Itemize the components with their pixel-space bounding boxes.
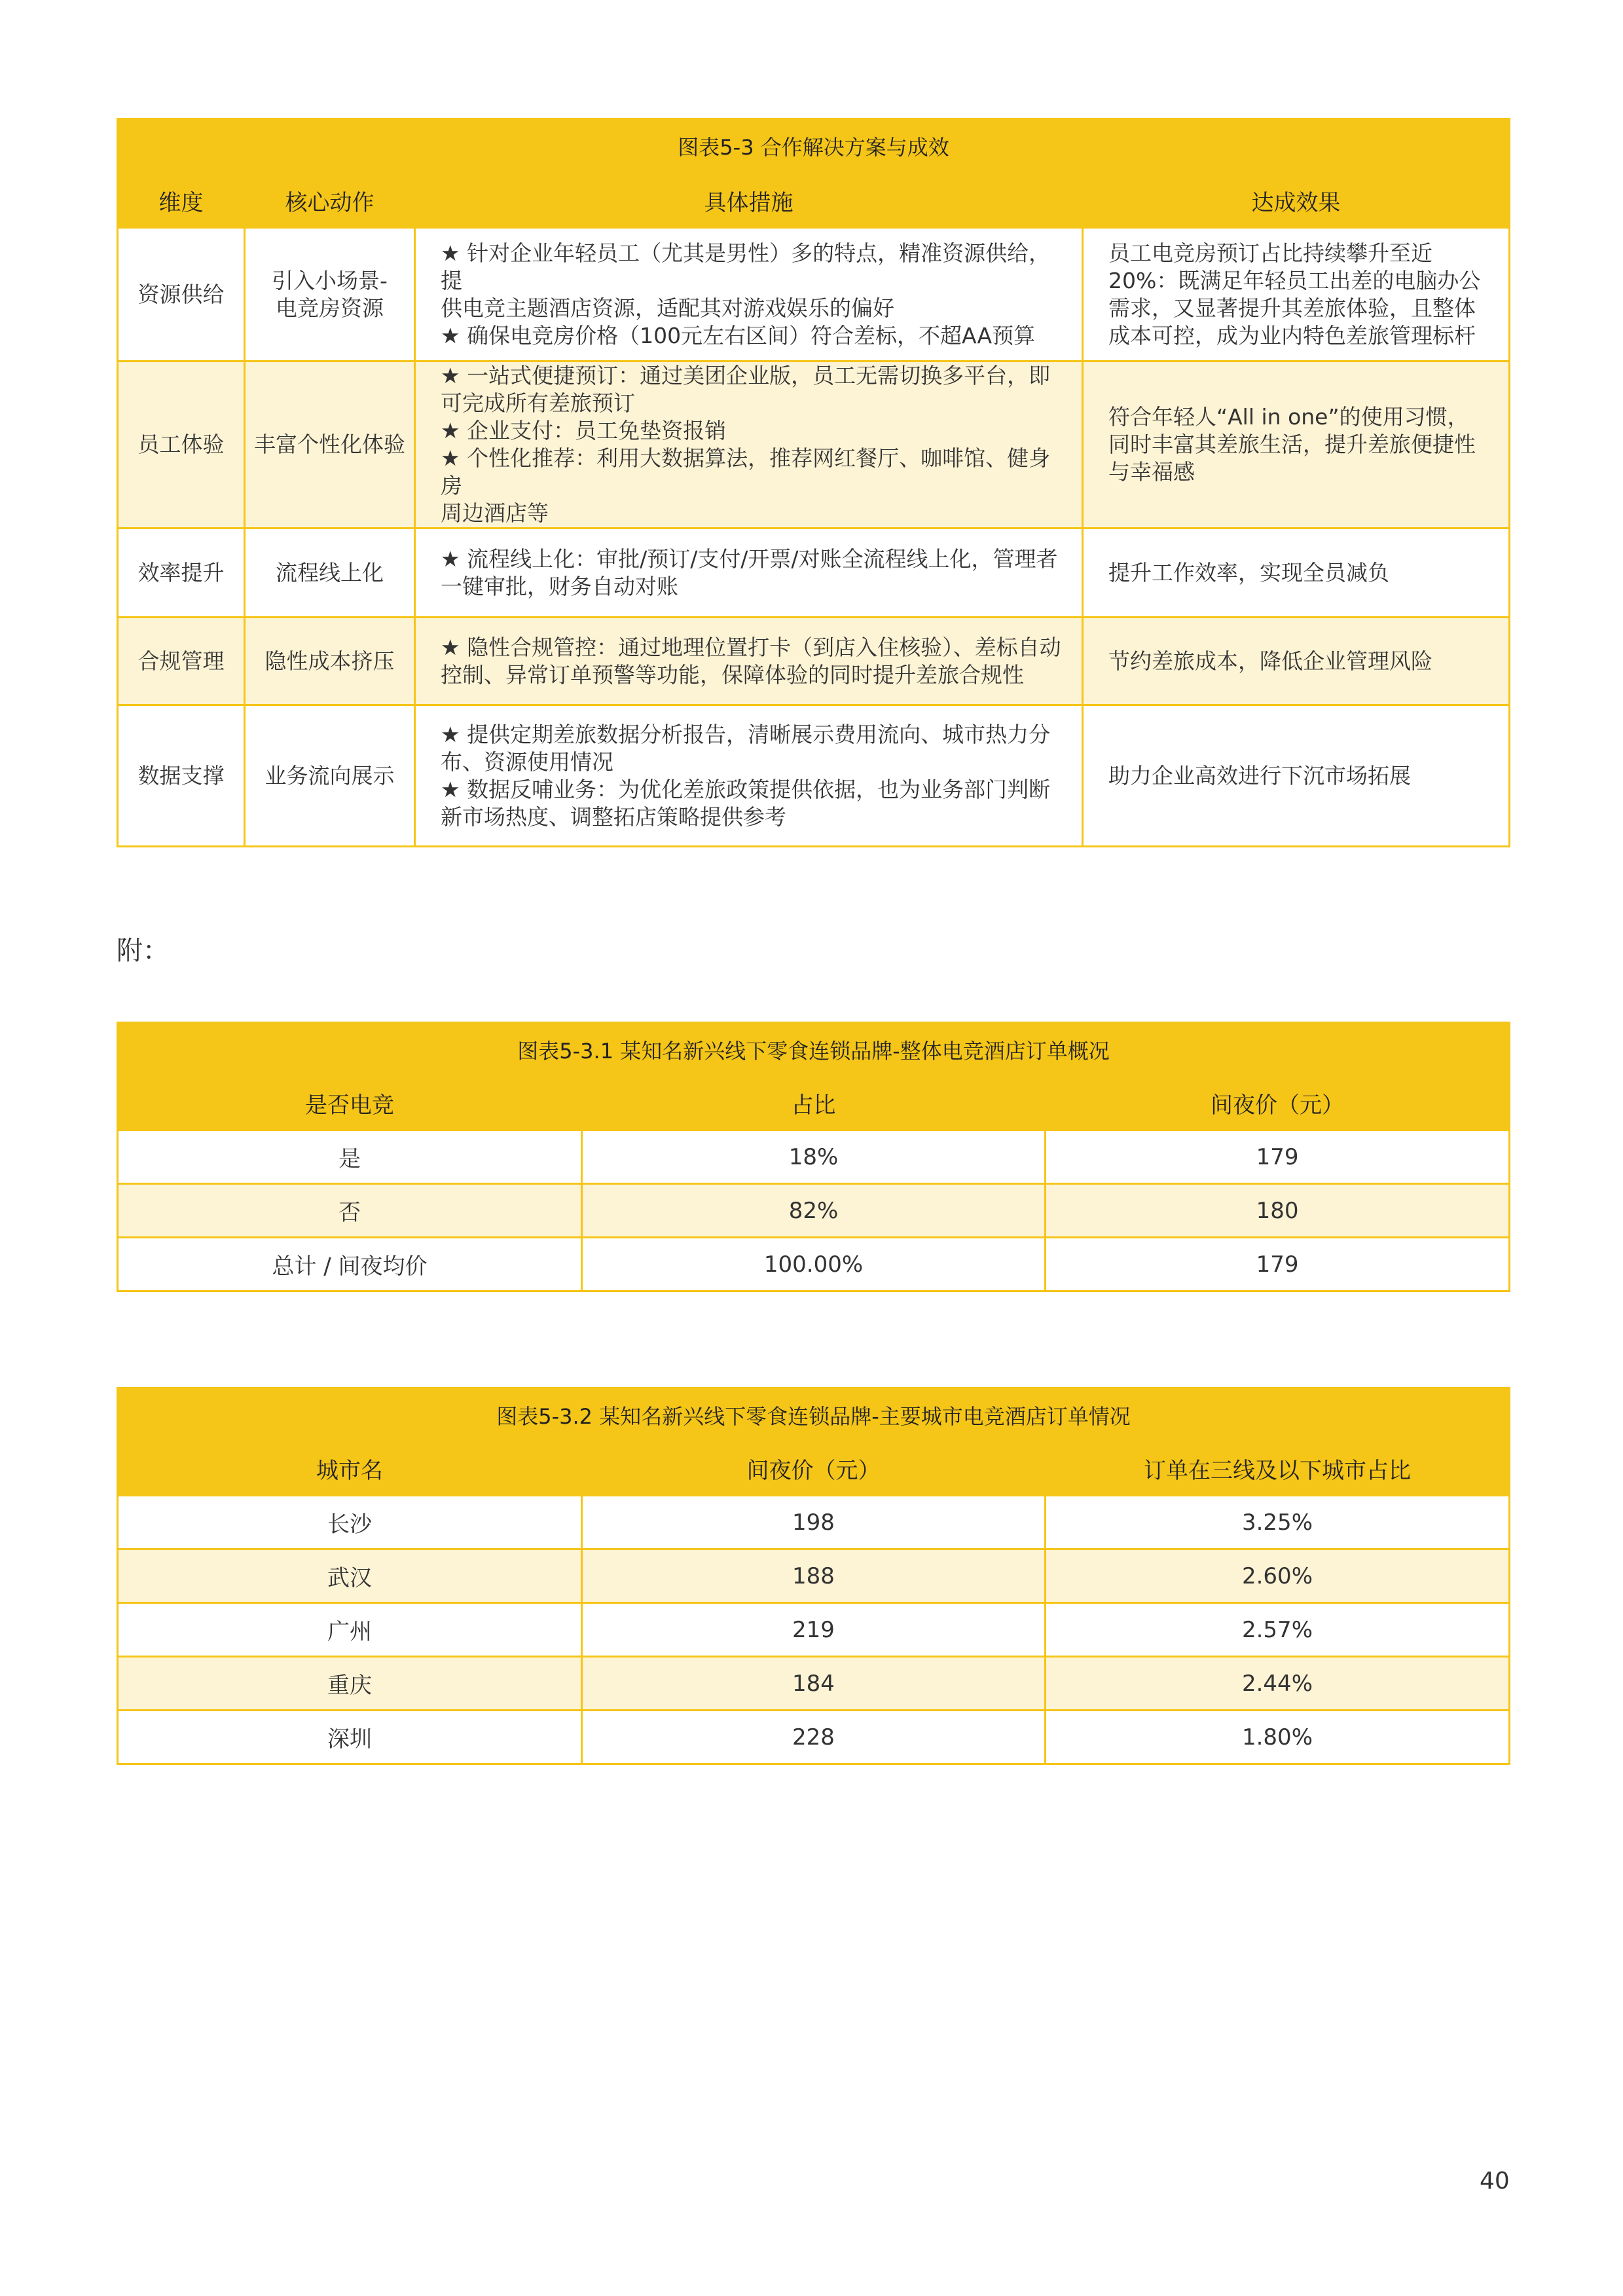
table-row xyxy=(118,361,1510,528)
effect-line: 节约差旅成本，降低企业管理风险 xyxy=(1108,648,1432,674)
table-cell: 179 xyxy=(1046,1130,1510,1184)
page-number: 40 xyxy=(1480,2168,1510,2194)
header-effect: 达成效果 xyxy=(1083,174,1510,228)
action-cell xyxy=(245,528,415,618)
header-night-price: 间夜价（元） xyxy=(582,1442,1046,1496)
action-cell xyxy=(245,361,415,528)
header-is-esports: 是否电竞 xyxy=(118,1077,582,1130)
city-orders-table xyxy=(117,1387,1510,1765)
action-line: 业务流向展示 xyxy=(264,762,395,788)
header-dimension: 维度 xyxy=(118,174,245,228)
header-night-price: 间夜价（元） xyxy=(1046,1077,1510,1130)
table-cell: 2.60% xyxy=(1046,1549,1510,1603)
measure-line: ★ 流程线上化：审批/预订/支付/开票/对账全流程线上化，管理者 xyxy=(441,546,1058,572)
table-cell: 198 xyxy=(582,1496,1046,1549)
table-cell: 武汉 xyxy=(118,1549,582,1603)
measure-cell xyxy=(415,228,1083,361)
effect-line: 与幸福感 xyxy=(1108,459,1195,485)
measure-line: ★ 个性化推荐：利用大数据算法，推荐网红餐厅、咖啡馆、健身房 xyxy=(441,445,1051,498)
table-caption: 图表5-3.1 某知名新兴线下零食连锁品牌-整体电竞酒店订单概况 xyxy=(118,1023,1510,1077)
header-core-action: 核心动作 xyxy=(245,174,415,228)
table-row xyxy=(118,1603,1510,1657)
action-line: 电竞房资源 xyxy=(276,295,384,321)
table-cell: 100.00% xyxy=(582,1238,1046,1291)
measure-line: 布、资源使用情况 xyxy=(441,749,613,775)
header-measures: 具体措施 xyxy=(415,174,1083,228)
table-cell: 总计 / 间夜均价 xyxy=(118,1238,582,1291)
action-cell xyxy=(245,618,415,705)
table-row xyxy=(118,1496,1510,1549)
table-cell: 重庆 xyxy=(118,1657,582,1711)
overall-orders-table xyxy=(117,1022,1510,1292)
effect-line: 提升工作效率，实现全员减负 xyxy=(1108,559,1389,585)
table-row xyxy=(118,228,1510,361)
measure-line: ★ 隐性合规管控：通过地理位置打卡（到店入住核验）、差标自动 xyxy=(441,634,1061,660)
table-cell: 2.44% xyxy=(1046,1657,1510,1711)
header-share: 占比 xyxy=(582,1077,1046,1130)
action-cell xyxy=(245,228,415,361)
table-cell: 深圳 xyxy=(118,1711,582,1764)
table-row xyxy=(118,1130,1510,1184)
effect-line: 员工电竞房预订占比持续攀升至近 xyxy=(1108,240,1432,266)
table-caption: 图表5-3.2 某知名新兴线下零食连锁品牌-主要城市电竞酒店订单情况 xyxy=(118,1388,1510,1442)
measure-line: ★ 提供定期差旅数据分析报告，清晰展示费用流向、城市热力分 xyxy=(441,721,1051,747)
table-cell: 3.25% xyxy=(1046,1496,1510,1549)
dimension-cell: 效率提升 xyxy=(118,528,245,618)
table-row xyxy=(118,1184,1510,1238)
dimension-cell: 合规管理 xyxy=(118,618,245,705)
effect-line: 20%：既满足年轻员工出差的电脑办公 xyxy=(1108,267,1481,293)
table-caption: 图表5-3 合作解决方案与成效 xyxy=(118,119,1510,174)
measure-line: ★ 针对企业年轻员工（尤其是男性）多的特点，精准资源供给，提 xyxy=(441,240,1051,293)
effect-cell xyxy=(1083,618,1510,705)
effect-line: 符合年轻人“All in one”的使用习惯， xyxy=(1108,404,1469,430)
measure-cell xyxy=(415,705,1083,847)
table-cell: 1.80% xyxy=(1046,1711,1510,1764)
table-row xyxy=(118,1238,1510,1291)
table-cell: 228 xyxy=(582,1711,1046,1764)
measure-line: 可完成所有差旅预订 xyxy=(441,390,635,416)
effect-line: 需求，又显著提升其差旅体验，且整体 xyxy=(1108,295,1476,321)
effect-cell xyxy=(1083,228,1510,361)
action-cell xyxy=(245,705,415,847)
table-row xyxy=(118,705,1510,847)
table-row xyxy=(118,1711,1510,1764)
measure-line: ★ 企业支付：员工免垫资报销 xyxy=(441,418,727,443)
measure-cell xyxy=(415,618,1083,705)
effect-line: 助力企业高效进行下沉市场拓展 xyxy=(1108,762,1411,788)
effect-line: 同时丰富其差旅生活，提升差旅便捷性 xyxy=(1108,432,1476,457)
table-row xyxy=(118,1549,1510,1603)
measure-line: 新市场热度、调整拓店策略提供参考 xyxy=(441,804,786,830)
measure-line: 一键审批，财务自动对账 xyxy=(441,573,678,599)
solutions-table xyxy=(117,118,1510,847)
dimension-cell: 数据支撑 xyxy=(118,705,245,847)
table-cell: 219 xyxy=(582,1603,1046,1657)
table-cell: 长沙 xyxy=(118,1496,582,1549)
measure-line: 周边酒店等 xyxy=(441,500,549,526)
measure-line: ★ 数据反哺业务：为优化差旅政策提供依据，也为业务部门判断 xyxy=(441,776,1051,802)
header-lower-tier-share: 订单在三线及以下城市占比 xyxy=(1046,1442,1510,1496)
appendix-label: 附： xyxy=(117,936,169,966)
measure-line: ★ 一站式便捷预订：通过美团企业版，员工无需切换多平台，即 xyxy=(441,363,1051,388)
table-cell: 2.57% xyxy=(1046,1603,1510,1657)
table-row xyxy=(118,618,1510,705)
table-cell: 是 xyxy=(118,1130,582,1184)
measure-cell xyxy=(415,528,1083,618)
action-line: 流程线上化 xyxy=(276,559,384,585)
table-row xyxy=(118,528,1510,618)
table-cell: 179 xyxy=(1046,1238,1510,1291)
table-cell: 18% xyxy=(582,1130,1046,1184)
table-row xyxy=(118,1657,1510,1711)
dimension-cell: 员工体验 xyxy=(118,361,245,528)
table-cell: 否 xyxy=(118,1184,582,1238)
table-cell: 180 xyxy=(1046,1184,1510,1238)
measure-cell xyxy=(415,361,1083,528)
table-cell: 广州 xyxy=(118,1603,582,1657)
action-line: 丰富个性化体验 xyxy=(254,432,405,457)
measure-line: 控制、异常订单预警等功能，保障体验的同时提升差旅合规性 xyxy=(441,661,1024,688)
effect-cell xyxy=(1083,361,1510,528)
action-line: 隐性成本挤压 xyxy=(264,648,395,674)
header-city: 城市名 xyxy=(118,1442,582,1496)
table-cell: 188 xyxy=(582,1549,1046,1603)
effect-cell xyxy=(1083,705,1510,847)
table-cell: 184 xyxy=(582,1657,1046,1711)
measure-line: ★ 确保电竞房价格（100元左右区间）符合差标，不超AA预算 xyxy=(441,322,1036,348)
table-cell: 82% xyxy=(582,1184,1046,1238)
measure-line: 供电竞主题酒店资源，适配其对游戏娱乐的偏好 xyxy=(441,295,894,321)
dimension-cell: 资源供给 xyxy=(118,228,245,361)
action-line: 引入小场景- xyxy=(272,267,388,293)
effect-cell xyxy=(1083,528,1510,618)
effect-line: 成本可控，成为业内特色差旅管理标杆 xyxy=(1108,322,1476,348)
